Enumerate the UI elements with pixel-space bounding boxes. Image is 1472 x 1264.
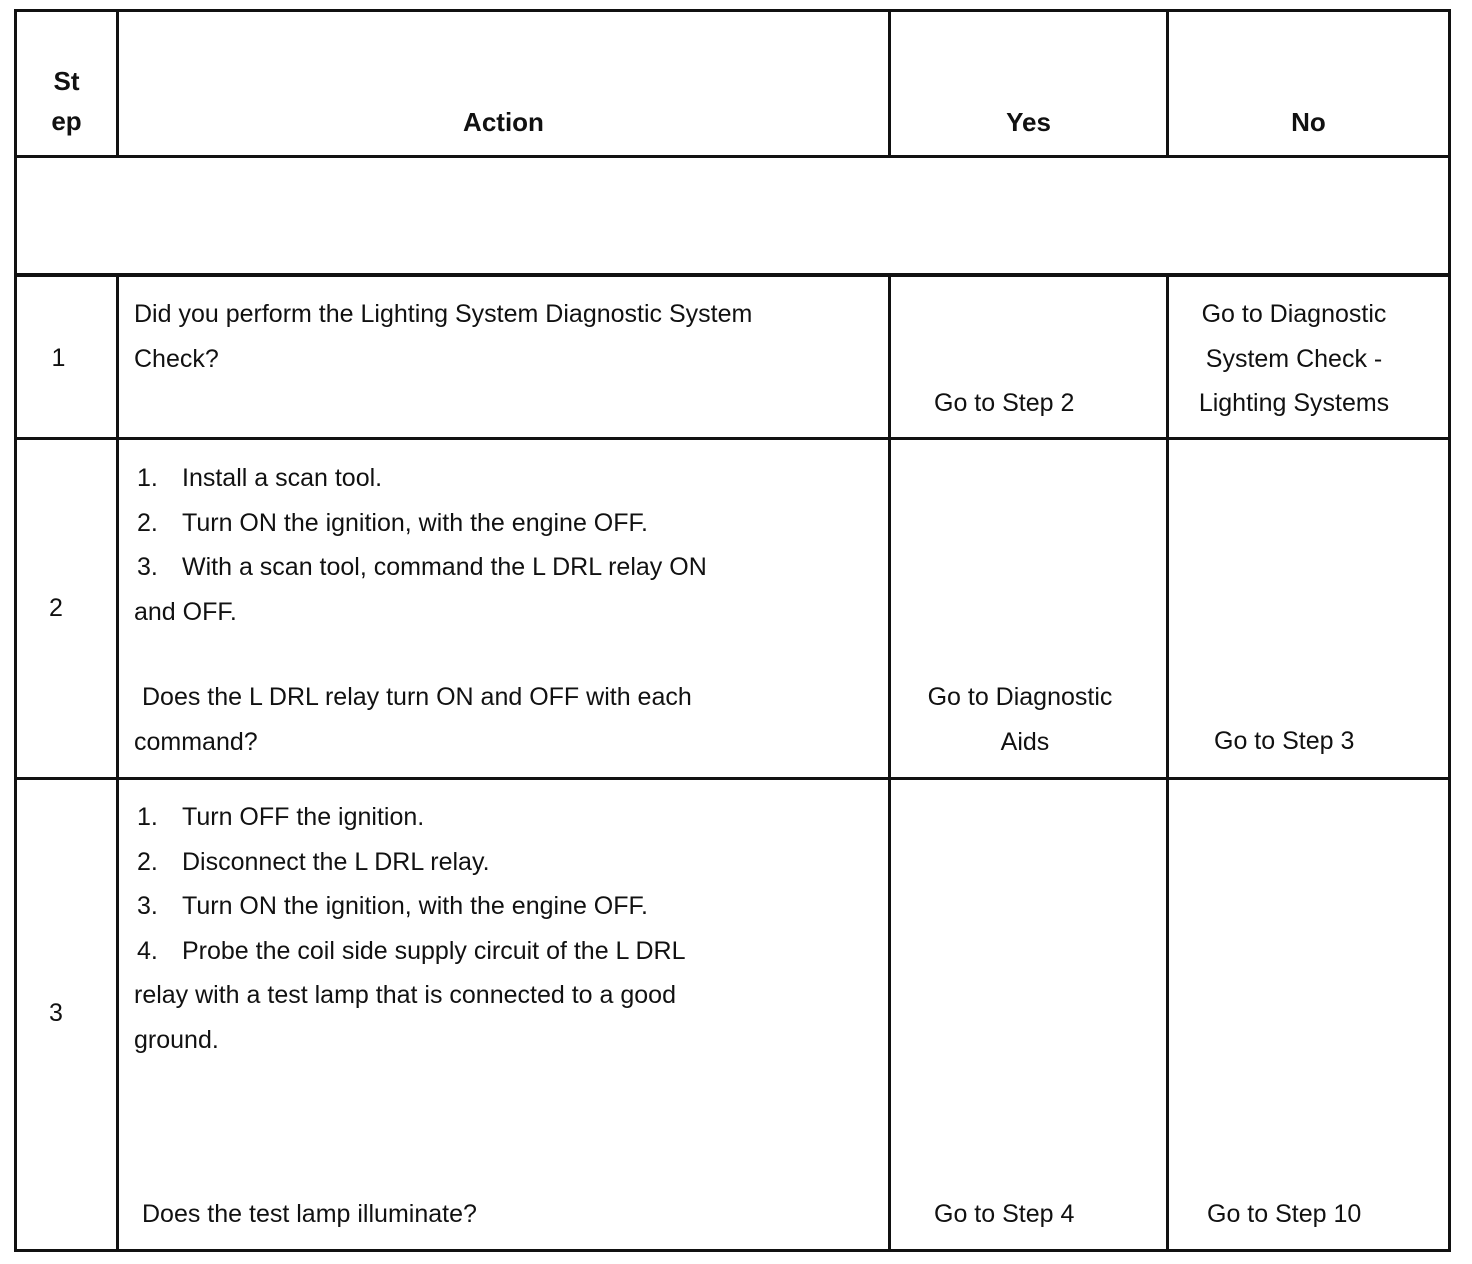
col-line-action-body [888, 275, 891, 1252]
row3-step: 3 [49, 999, 63, 1027]
row3-item2-text: Disconnect the L DRL relay. [182, 847, 490, 876]
row2-action [134, 456, 854, 634]
row2-list-item [134, 456, 854, 501]
row2-list-item [134, 545, 854, 590]
row2-question-line1: Does the L DRL relay turn ON and OFF with each [142, 683, 692, 711]
row2-item1-num: 1. [137, 464, 158, 492]
row3-yes: Go to Step 4 [934, 1200, 1075, 1228]
row2-item3-text: With a scan tool, command the L DRL relay ON [182, 553, 707, 581]
row2-divider [14, 777, 1451, 780]
row3-no: Go to Step 10 [1207, 1200, 1362, 1228]
row2-question [134, 675, 854, 764]
row1-step: 1 [51, 344, 66, 372]
row2-item1-text: Install a scan tool. [182, 464, 383, 492]
row3-question: Does the test lamp illuminate? [142, 1200, 477, 1228]
row3-item3-num: 3. [137, 892, 158, 920]
row2-item3-num: 3. [137, 553, 158, 581]
header-step [17, 61, 116, 141]
header-yes: Yes [1006, 107, 1051, 137]
row2-no: Go to Step 3 [1214, 727, 1355, 755]
row1-divider [14, 437, 1451, 440]
blank-row-divider [14, 273, 1451, 277]
row3-action [134, 795, 854, 1062]
table-border-top [14, 9, 1451, 12]
row3-list-item [134, 840, 854, 885]
header-divider [14, 155, 1451, 158]
row2-list-item [134, 501, 854, 546]
row2-yes-line2: Aids [1000, 727, 1050, 756]
row2-yes [900, 675, 1140, 764]
row3-item4-num: 4. [137, 936, 158, 965]
row2-question-line2: command? [134, 727, 258, 756]
row2-yes-line1: Go to Diagnostic [927, 683, 1113, 711]
row2-step: 2 [49, 594, 63, 622]
row2-item2-text: Turn ON the ignition, with the engine OFF. [182, 508, 648, 537]
row1-yes: Go to Step 2 [934, 389, 1075, 417]
header-no: No [1291, 107, 1326, 137]
row1-no-line1: Go to Diagnostic [1201, 300, 1387, 328]
row3-item1-text: Turn OFF the ignition. [182, 803, 425, 831]
row3-item4-text: Probe the coil side supply circuit of the L DRL [182, 936, 686, 965]
row3-item3-text: Turn ON the ignition, with the engine OFF. [182, 892, 648, 920]
row1-no [1176, 292, 1412, 426]
table-border-bottom [14, 1249, 1451, 1252]
header-action: Action [463, 107, 544, 137]
col-line-yes-body [1166, 275, 1169, 1252]
row1-no-line2: System Check - [1205, 344, 1383, 373]
row3-item2-num: 2. [137, 847, 158, 876]
header-step-line2: ep [51, 106, 82, 136]
row1-no-line3: Lighting Systems [1198, 389, 1390, 417]
col-line-step-body [116, 275, 119, 1252]
row2-item3-continuation: and OFF. [134, 597, 237, 626]
row3-item1-num: 1. [137, 803, 158, 831]
row2-item2-num: 2. [137, 508, 158, 537]
row1-action: Did you perform the Lighting System Diagnostic System Check? [134, 300, 753, 373]
row3-list-item [134, 929, 854, 974]
table-border-right [1448, 9, 1451, 1252]
row3-list-item [134, 884, 854, 929]
row3-item4-continuation2: ground. [134, 1025, 219, 1054]
row3-item4-continuation1: relay with a test lamp that is connected to a good [134, 981, 676, 1009]
header-step-line1: St [53, 66, 80, 96]
row3-list-item [134, 795, 854, 840]
table-border-left [14, 9, 17, 1252]
